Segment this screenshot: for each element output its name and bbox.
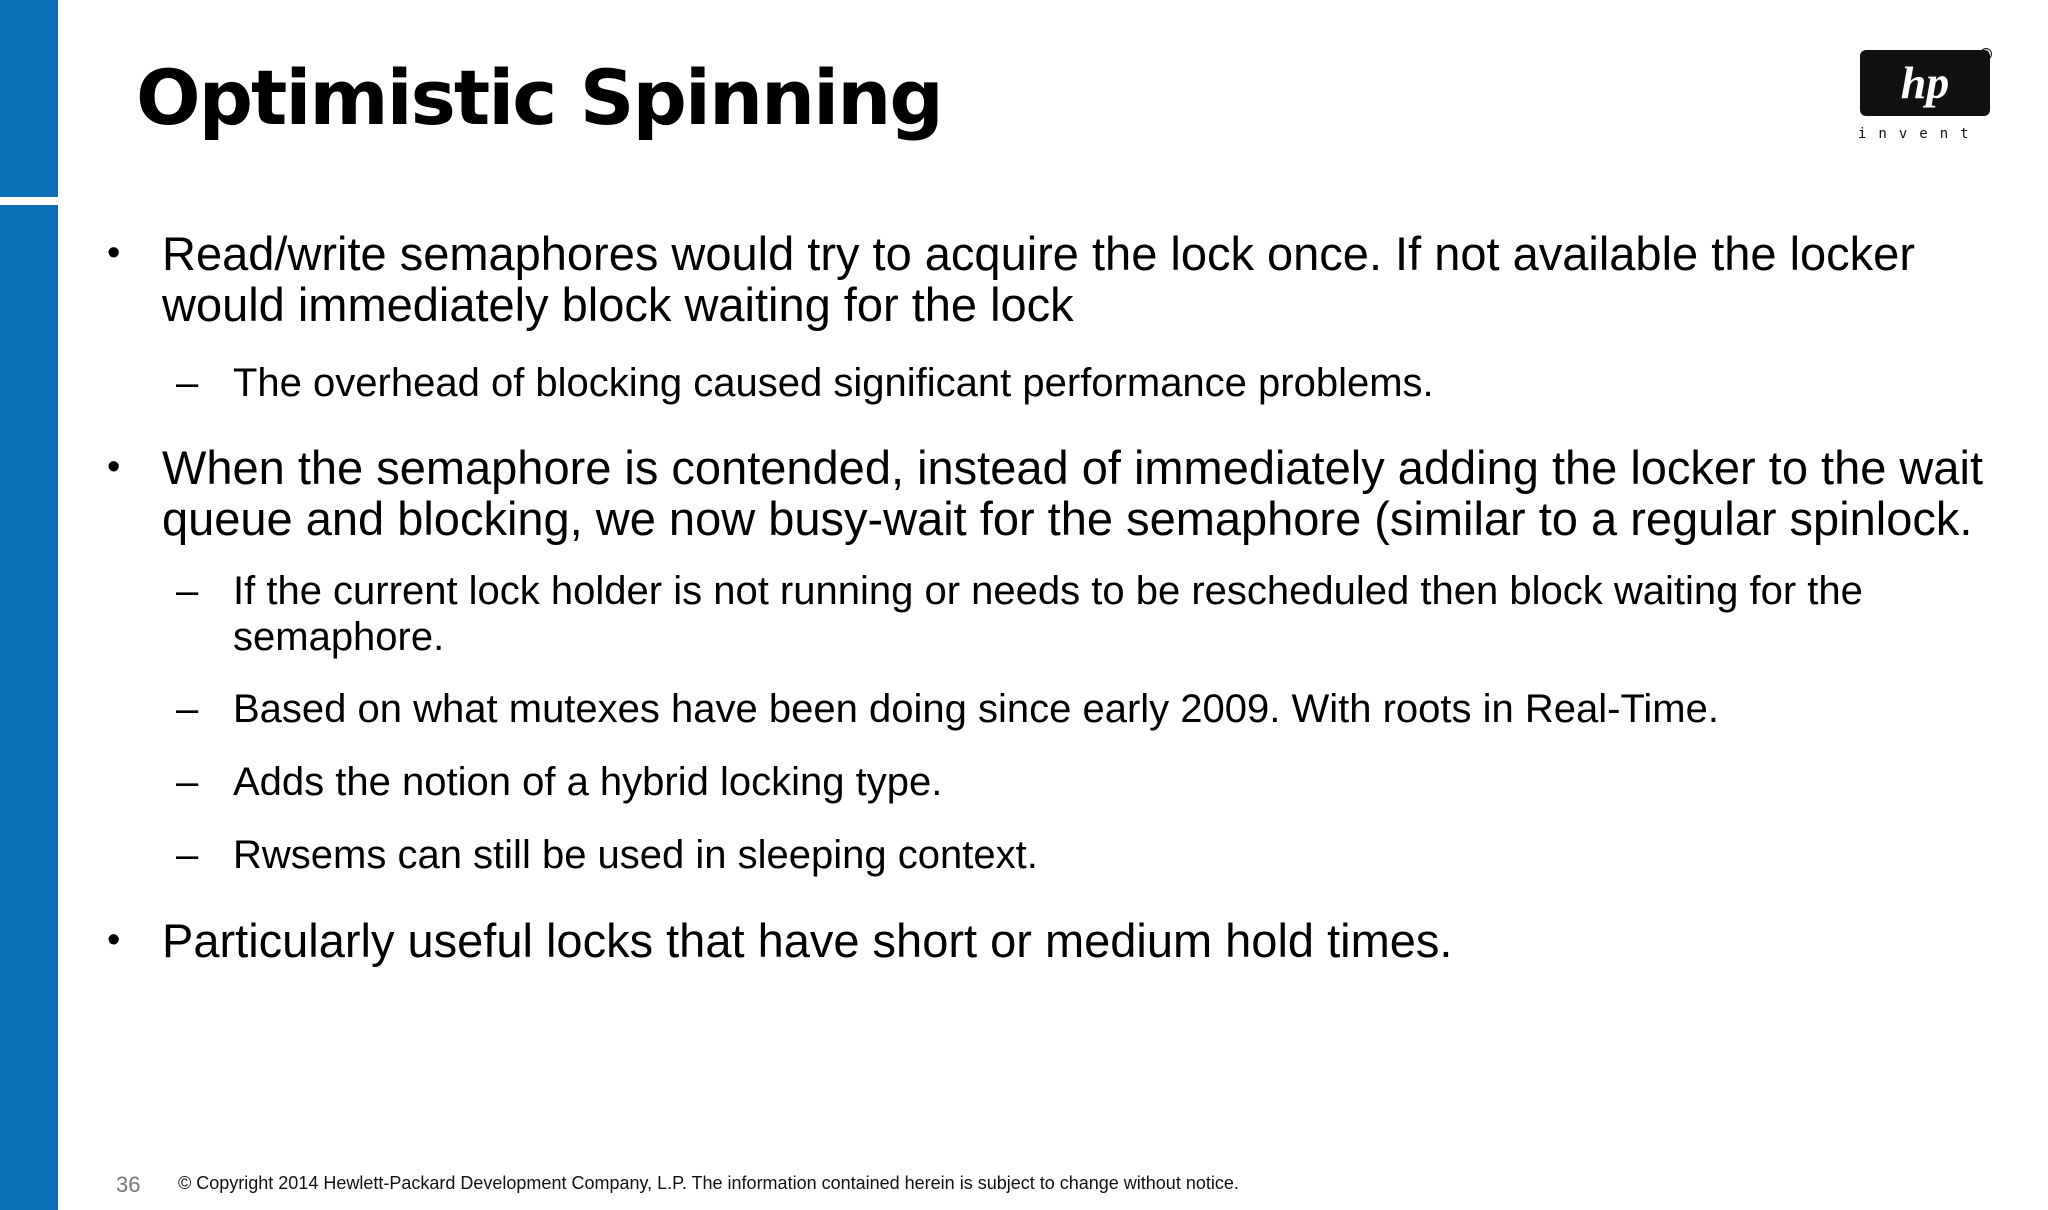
slide-title: Optimistic Spinning [136, 53, 942, 142]
hp-logo [1858, 50, 1998, 148]
registered-mark: ® [1980, 48, 1992, 60]
sub-bullet-dash: – [176, 833, 199, 877]
copyright-notice: © Copyright 2014 Hewlett-Packard Development Company, L.P. The information contained herein is subject to change without notice. [178, 1173, 1239, 1193]
sub-bullet-2-1 [176, 568, 1963, 660]
sub-bullet-2-2 [176, 686, 1963, 732]
bullet-3 [107, 914, 2012, 967]
bullet-dot: • [107, 446, 121, 488]
sub-bullet-dash: – [176, 569, 199, 613]
sub-bullet-2-3-text: Adds the notion of a hybrid locking type. [233, 760, 943, 804]
sub-bullet-1-1 [176, 360, 1963, 406]
sub-bullet-1-1-text: The overhead of blocking caused significant performance problems. [233, 361, 1434, 405]
sub-bullet-2-4 [176, 832, 1963, 878]
sub-bullet-2-2-text: Based on what mutexes have been doing since early 2009. With roots in Real-Time. [233, 687, 1719, 731]
sub-bullet-2-1-text: If the current lock holder is not running or needs to be rescheduled then block waiting for the semaphore. [233, 569, 1863, 659]
bullet-dot: • [107, 919, 121, 961]
accent-bar-top [0, 0, 58, 197]
bullet-1-text: Read/write semaphores would try to acquire the lock once. If not available the locker would immediately block waiting for the lock [162, 227, 1915, 331]
sub-bullet-dash: – [176, 687, 199, 731]
hp-logo-badge [1860, 50, 1990, 116]
bullet-2 [107, 441, 2012, 545]
accent-bar-side [0, 205, 58, 1210]
sub-bullet-dash: – [176, 361, 199, 405]
sub-bullet-dash: – [176, 760, 199, 804]
bullet-3-text: Particularly useful locks that have short or medium hold times. [162, 914, 1453, 967]
page-number: 36 [116, 1172, 141, 1197]
bullet-dot: • [107, 232, 121, 274]
bullet-1 [107, 227, 2012, 331]
sub-bullet-2-4-text: Rwsems can still be used in sleeping context. [233, 833, 1038, 877]
sub-bullet-2-3 [176, 759, 1963, 805]
hp-logo-mark: hp [1900, 57, 1950, 108]
bullet-2-text: When the semaphore is contended, instead of immediately adding the locker to the wait queue and blocking, we now busy-wait for the semaphore (similar to a regular spinlock. [162, 441, 1983, 545]
hp-logo-tagline: invent [1858, 126, 1981, 142]
